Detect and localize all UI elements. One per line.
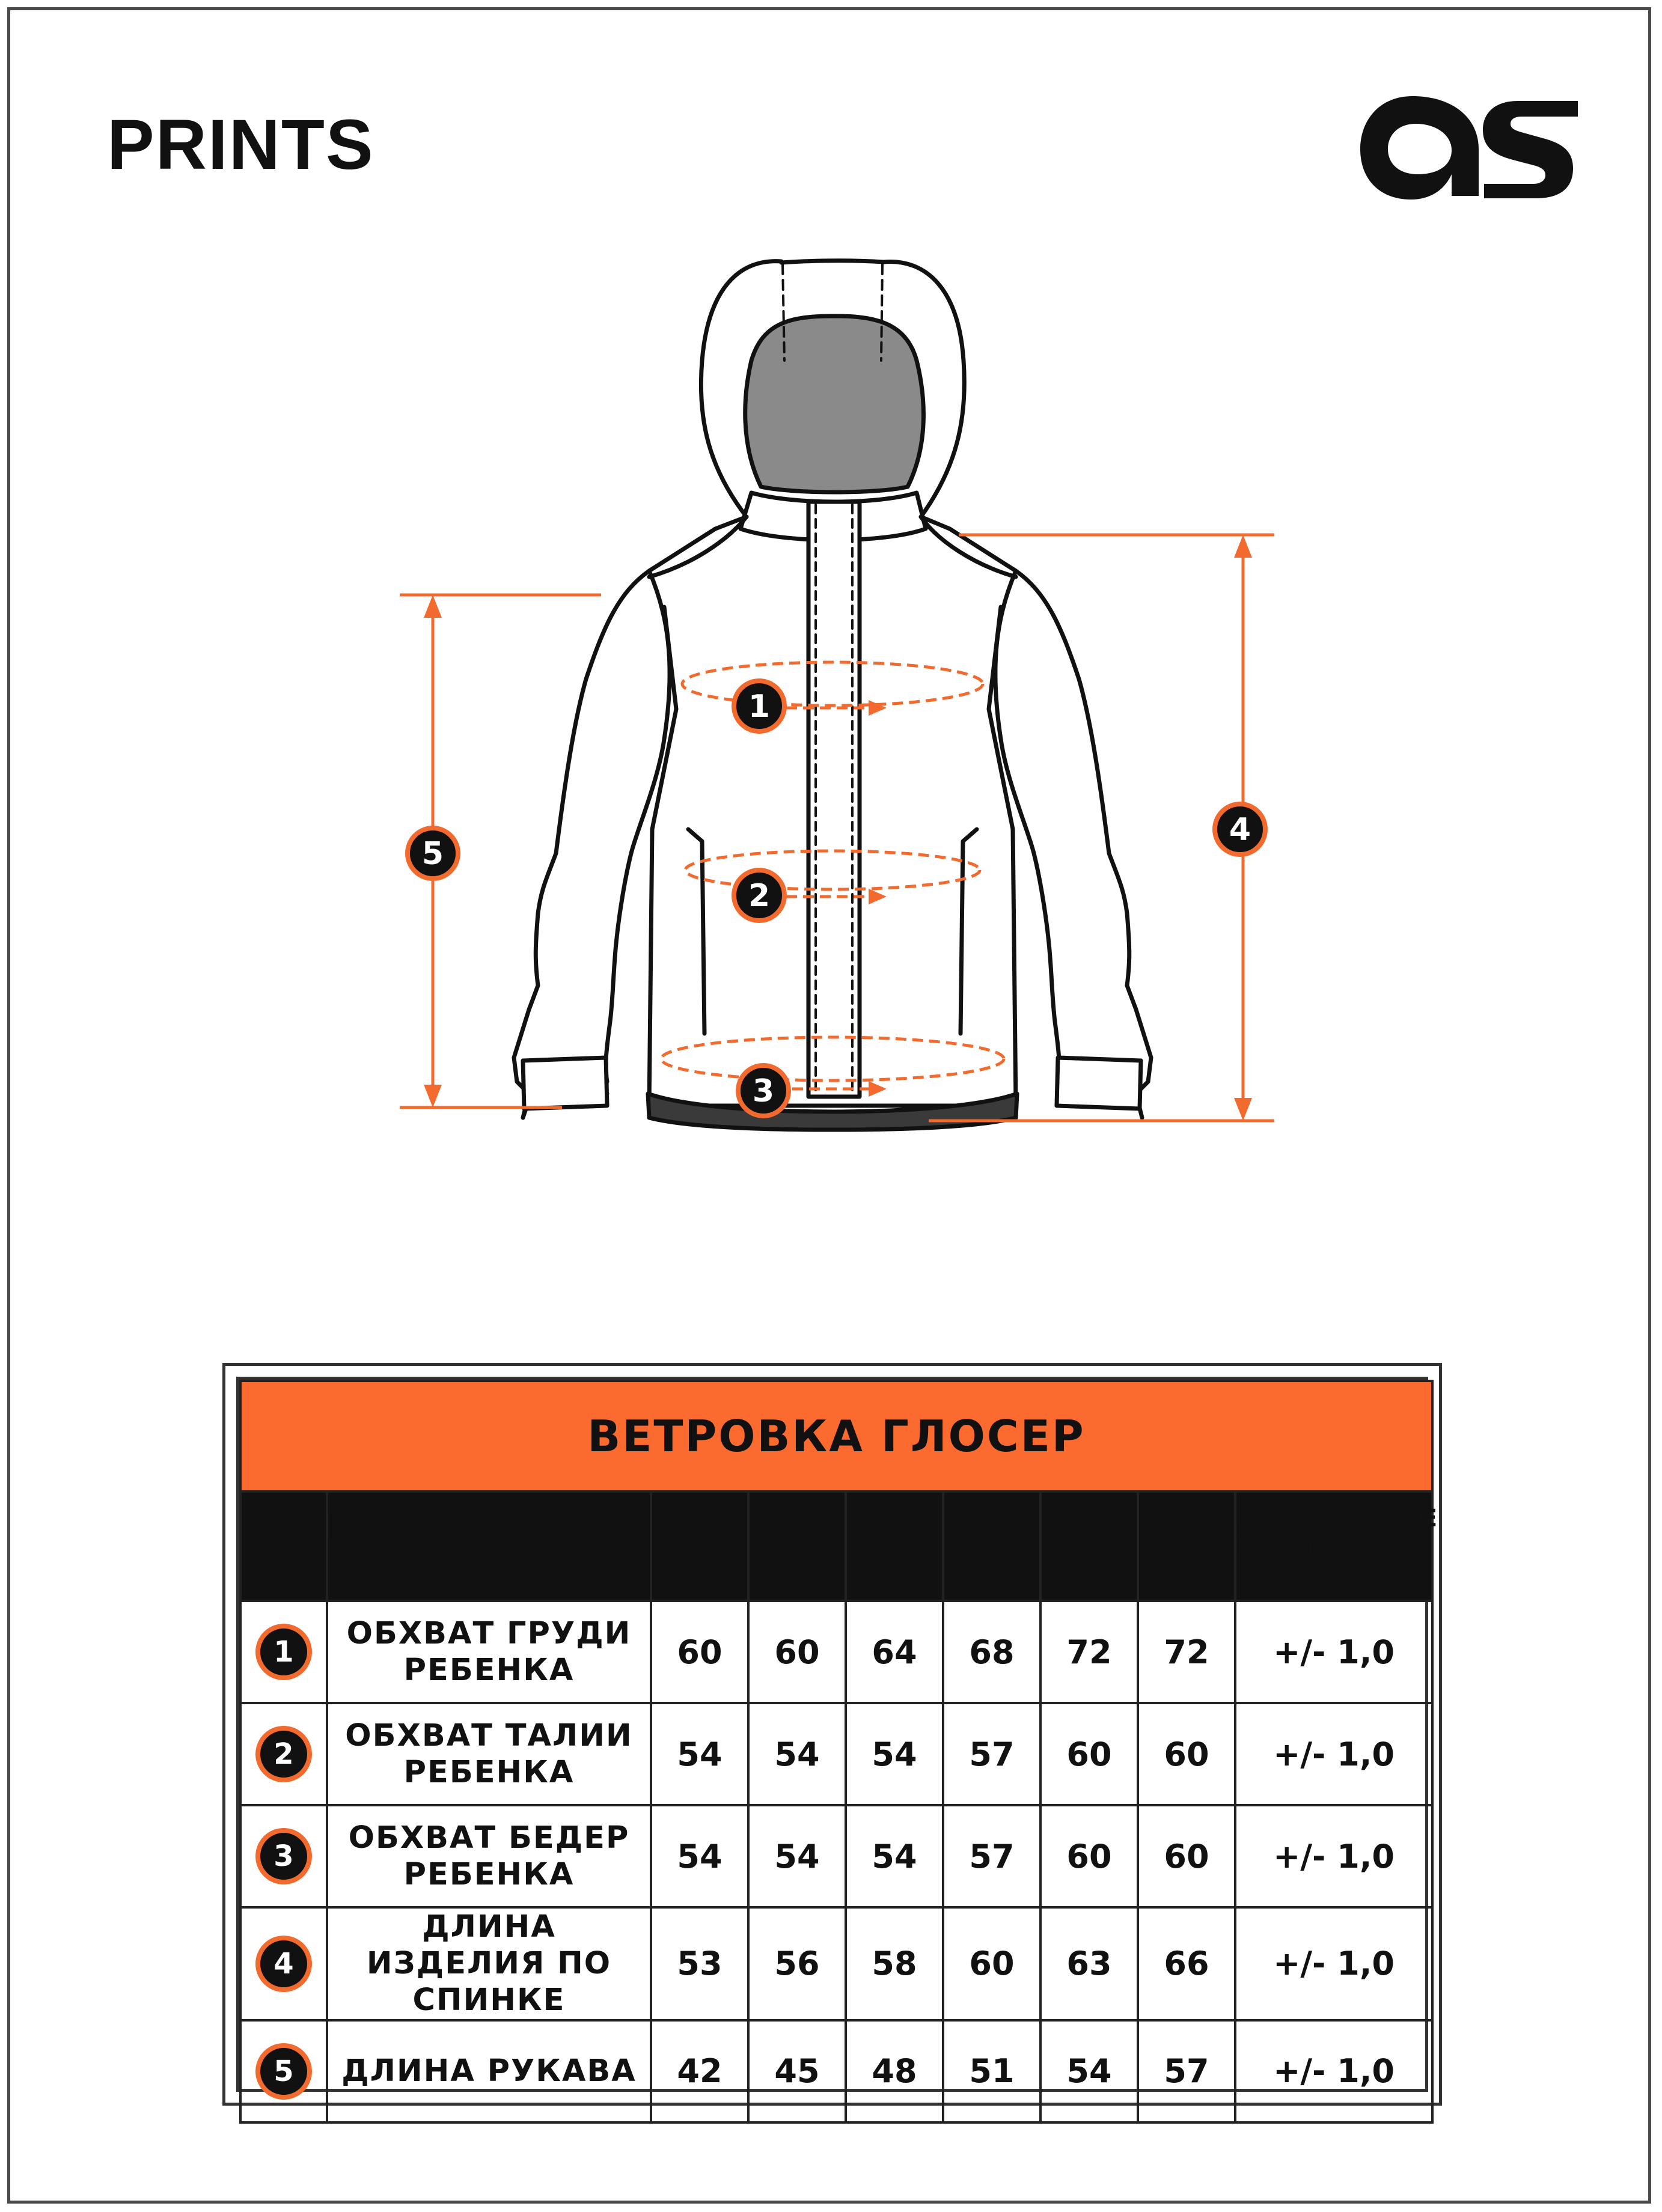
brand-title: PRINTS	[107, 105, 374, 184]
measurement-name: ДЛИНА ИЗДЕЛИЯ ПО СПИНКЕ	[327, 1907, 651, 2020]
measurement-name: ОБХВАТ БЕДЕР РЕБЕНКА	[327, 1805, 651, 1907]
size-value: 60	[1138, 1805, 1235, 1907]
size-value: 54	[651, 1805, 748, 1907]
size-table-frame	[222, 1363, 1442, 2106]
header-size: 134	[943, 1491, 1040, 1601]
size-value: 54	[846, 1805, 943, 1907]
tolerance-value: +/- 1,0	[1235, 2020, 1432, 2122]
measurement-name: ОБХВАТ ТАЛИИ РЕБЕНКА	[327, 1703, 651, 1805]
size-value: 57	[1138, 2020, 1235, 2122]
size-value: 60	[1138, 1703, 1235, 1805]
size-value: 54	[1040, 2020, 1138, 2122]
size-value: 45	[748, 2020, 846, 2122]
marker-5-label: 5	[421, 836, 444, 872]
header-size: 146	[1138, 1491, 1235, 1601]
size-value: 56	[748, 1907, 846, 2020]
size-value: 57	[943, 1703, 1040, 1805]
header-size: 116	[651, 1491, 748, 1601]
size-value: 60	[1040, 1703, 1138, 1805]
size-value: 58	[846, 1907, 943, 2020]
measurement-name: ОБХВАТ ГРУДИ РЕБЕНКА	[327, 1601, 651, 1703]
size-value: 60	[651, 1601, 748, 1703]
size-value: 72	[1138, 1601, 1235, 1703]
row-number-badge: 4	[255, 1936, 312, 1992]
size-value: 54	[846, 1703, 943, 1805]
header-name: НАИМЕНОВАНИЕ ИЗМЕРЕНИЯ	[327, 1491, 651, 1601]
jacket-drawing	[514, 261, 1151, 1130]
size-value: 57	[943, 1805, 1040, 1907]
marker-4-label: 4	[1229, 812, 1251, 848]
table-row	[240, 1907, 1432, 2020]
size-value: 64	[846, 1601, 943, 1703]
table-row	[240, 1805, 1432, 1907]
marker-4	[1215, 804, 1265, 855]
tolerance-value: +/- 1,0	[1235, 1601, 1432, 1703]
tolerance-value: +/- 1,0	[1235, 1907, 1432, 2020]
table-row	[240, 1601, 1432, 1703]
row-number-badge: 1	[255, 1624, 312, 1680]
size-value: 42	[651, 2020, 748, 2122]
size-value: 60	[748, 1601, 846, 1703]
measurement-name: ДЛИНА РУКАВА	[327, 2020, 651, 2122]
size-value: 53	[651, 1907, 748, 2020]
table-row	[240, 2020, 1432, 2122]
size-value: 54	[651, 1703, 748, 1805]
marker-3	[738, 1065, 789, 1116]
marker-2-label: 2	[748, 878, 771, 914]
size-value: 54	[748, 1805, 846, 1907]
size-value: 54	[748, 1703, 846, 1805]
size-value: 60	[943, 1907, 1040, 2020]
row-number-badge: 3	[255, 1828, 312, 1884]
marker-3-label: 3	[752, 1073, 775, 1109]
marker-1	[734, 681, 784, 731]
size-value: 60	[1040, 1805, 1138, 1907]
header-size: 128	[846, 1491, 943, 1601]
size-value: 48	[846, 2020, 943, 2122]
tolerance-value: +/- 1,0	[1235, 1805, 1432, 1907]
table-title: ВЕТРОВКА ГЛОСЕР	[240, 1381, 1432, 1491]
marker-2	[734, 870, 784, 921]
size-value: 68	[943, 1601, 1040, 1703]
size-value: 72	[1040, 1601, 1138, 1703]
marker-5	[408, 828, 458, 879]
header-tolerance: ДОПУСТИМОЕ ОТКЛОНЕНИЕ (+/-СМ)	[1235, 1491, 1432, 1601]
row-number-badge: 5	[255, 2043, 312, 2100]
size-value: 51	[943, 2020, 1040, 2122]
size-table	[239, 1380, 1438, 2124]
table-row	[240, 1703, 1432, 1805]
marker-1-label: 1	[748, 689, 771, 725]
row-number-badge: 2	[255, 1726, 312, 1782]
size-value: 66	[1138, 1907, 1235, 2020]
header-no: №	[240, 1491, 327, 1601]
table-header-row	[240, 1491, 1432, 1601]
header-size: 122	[748, 1491, 846, 1601]
size-value: 63	[1040, 1907, 1138, 2020]
tolerance-value: +/- 1,0	[1235, 1703, 1432, 1805]
header-size: 140	[1040, 1491, 1138, 1601]
